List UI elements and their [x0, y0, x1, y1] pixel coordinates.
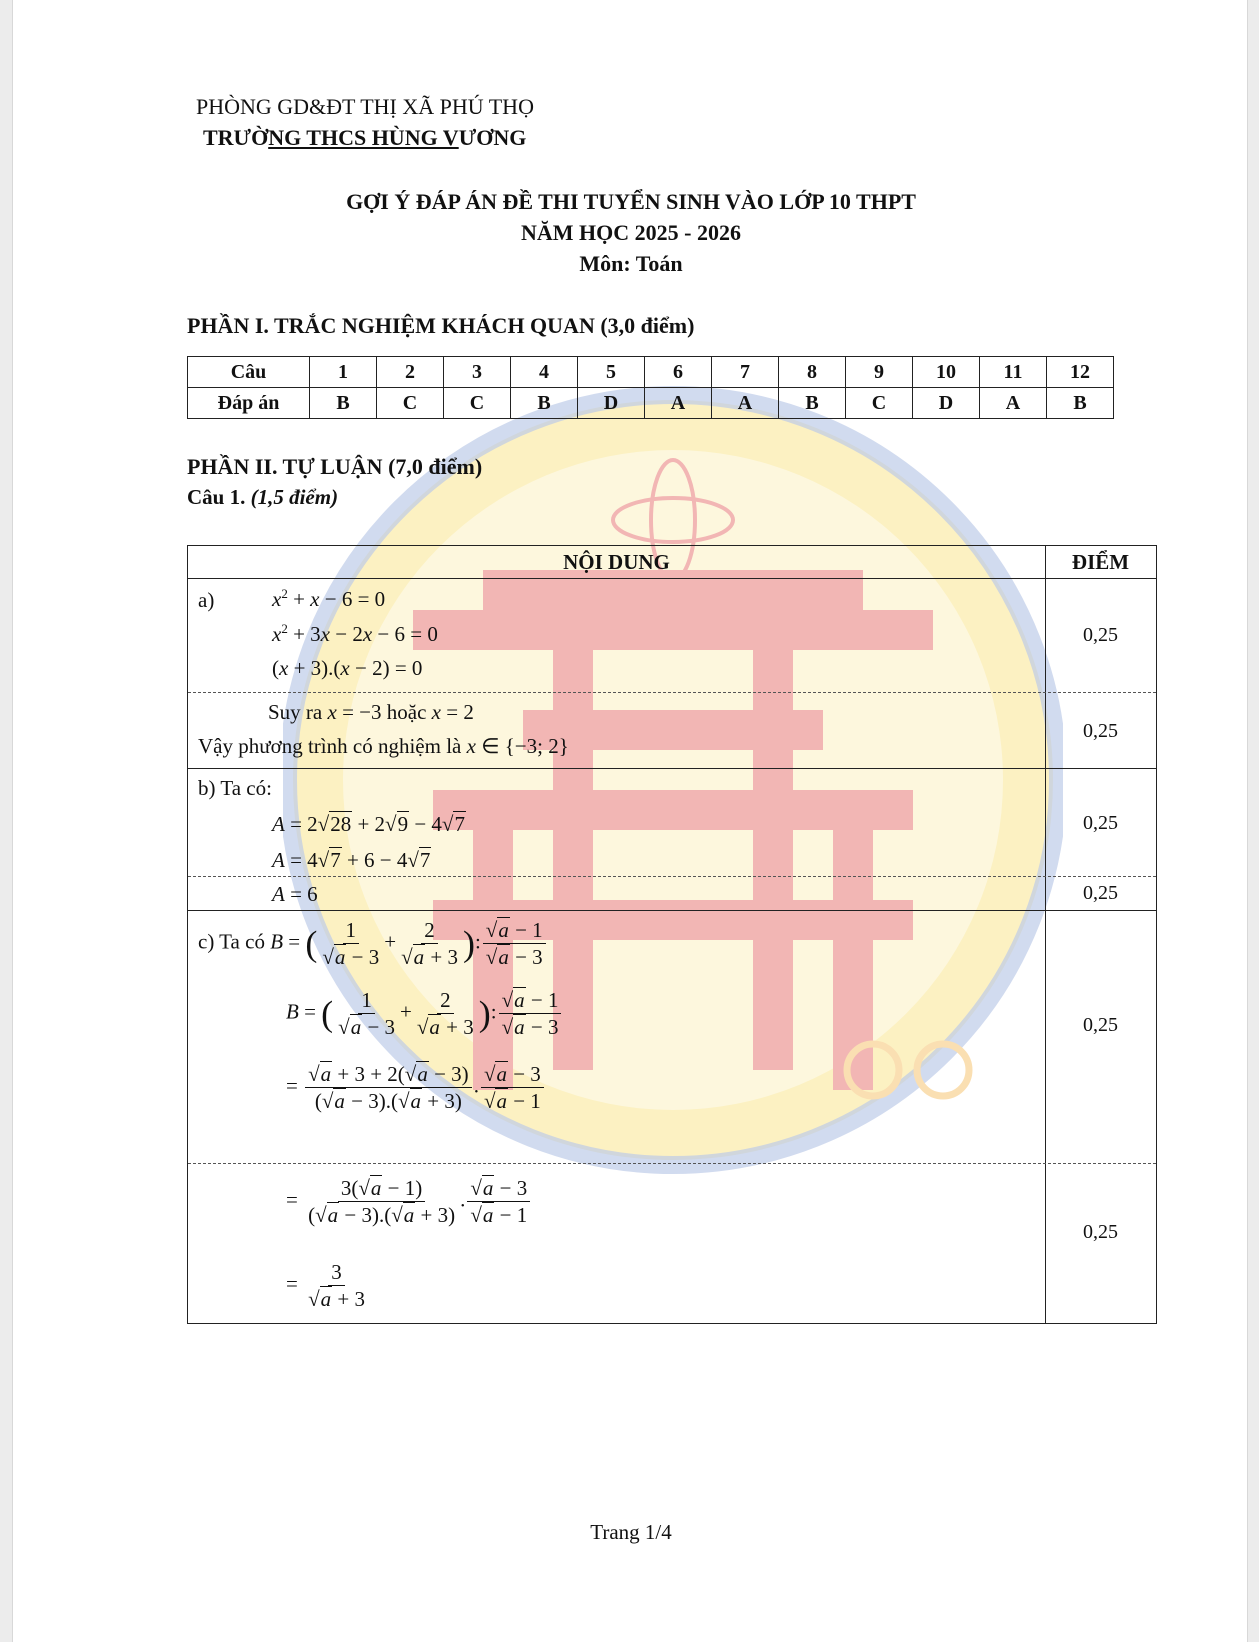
score-value: 0,25	[1083, 720, 1118, 742]
question-number: 11	[980, 357, 1047, 388]
score-value: 0,25	[1083, 624, 1118, 646]
question1-heading: Câu 1. (1,5 điểm)	[187, 485, 339, 509]
part-a-label: a)	[198, 588, 215, 612]
equation-line: $x^2 + x - 6 = 0$	[272, 586, 386, 611]
answer-cell: C	[846, 388, 913, 419]
question-number: 2	[377, 357, 444, 388]
answer-cell: A	[712, 388, 779, 419]
question-number: 3	[444, 357, 511, 388]
question-number: 4	[511, 357, 578, 388]
answer-cell: A	[645, 388, 712, 419]
question-number: 9	[846, 357, 913, 388]
score-column-header: ĐIỂM	[1071, 550, 1130, 574]
equation-line: B = ( $\frac{1}{√a - 3}$ + $\frac{2}{√a + 3}$ ): $\frac{√a - 1}{√a - 3}$	[286, 988, 563, 1039]
question-number: 1	[310, 357, 377, 388]
equation-line: = $\frac{3}{√a + 3}$	[286, 1260, 365, 1312]
school-name: TRƯỜNG THCS HÙNG VƯƠNG	[203, 125, 527, 150]
equation-line: A = 2√28 + 2√9 − 4√7	[272, 812, 465, 836]
question-row-label: Câu	[188, 357, 310, 388]
school-year: NĂM HỌC 2025 - 2026	[521, 220, 741, 245]
question-row	[188, 357, 1114, 388]
score-value: 0,25	[1083, 1221, 1118, 1243]
answer-cell: B	[310, 388, 377, 419]
question-number: 8	[779, 357, 846, 388]
answer-cell: B	[779, 388, 846, 419]
score-value: 0,25	[1083, 1014, 1118, 1036]
part-b-label: b) Ta có:	[198, 776, 272, 800]
subject: Môn: Toán	[579, 251, 683, 276]
answer-key-table	[187, 356, 1114, 419]
answer-cell: A	[980, 388, 1047, 419]
page-number: Trang 1/4	[590, 1520, 672, 1544]
question-number: 7	[712, 357, 779, 388]
solution-table	[187, 545, 1157, 1324]
score-value: 0,25	[1083, 812, 1118, 834]
question-number: 12	[1047, 357, 1114, 388]
answer-cell: D	[913, 388, 980, 419]
document-page	[12, 0, 1248, 1642]
question-number: 10	[913, 357, 980, 388]
equation-line: = $\frac{3(√a - 1)}{(√a - 3).(√a + 3)}$ . $\frac{√a - 3}{√a - 1}$	[286, 1176, 532, 1227]
equation-line: = $\frac{√a + 3 + 2(√a - 3)}{(√a - 3).(√a + 3)}$ . $\frac{√a - 3}{√a - 1}$	[286, 1062, 546, 1113]
content-column-header: NỘI DUNG	[563, 550, 670, 574]
question-number: 6	[645, 357, 712, 388]
department-name: PHÒNG GD&ĐT THỊ XÃ PHÚ THỌ	[196, 94, 534, 119]
answer-cell: D	[578, 388, 645, 419]
doc-title: GỢI Ý ĐÁP ÁN ĐỀ THI TUYỂN SINH VÀO LỚP 10 THPT	[346, 189, 916, 214]
part1-heading: PHẦN I. TRẮC NGHIỆM KHÁCH QUAN (3,0 điểm)	[187, 313, 695, 338]
answer-row-label: Đáp án	[188, 388, 310, 419]
answer-cell: C	[444, 388, 511, 419]
answer-row	[188, 388, 1114, 419]
solution-conclusion: Suy ra x = −3 hoặc x = 2	[268, 700, 474, 724]
answer-cell: B	[511, 388, 578, 419]
equation-line: (x + 3).(x − 2) = 0	[272, 656, 423, 680]
solution-set: Vậy phương trình có nghiệm là x ∈ {−3; 2}	[198, 734, 569, 758]
equation-line: A = 6	[272, 882, 318, 906]
answer-cell: C	[377, 388, 444, 419]
equation-line: $x^2 + 3x - 2x - 6 = 0$	[272, 621, 438, 646]
part2-heading: PHẦN II. TỰ LUẬN (7,0 điểm)	[187, 454, 483, 479]
part-c-expression: c) Ta có B = ( $\frac{1}{√a - 3}$ + $\frac{2}{√a + 3}$ ): $\frac{√a - 1}{√a - 3}$	[198, 918, 548, 969]
answer-cell: B	[1047, 388, 1114, 419]
score-value: 0,25	[1083, 882, 1118, 904]
question-number: 5	[578, 357, 645, 388]
equation-line: A = 4√7 + 6 − 4√7	[272, 848, 431, 872]
